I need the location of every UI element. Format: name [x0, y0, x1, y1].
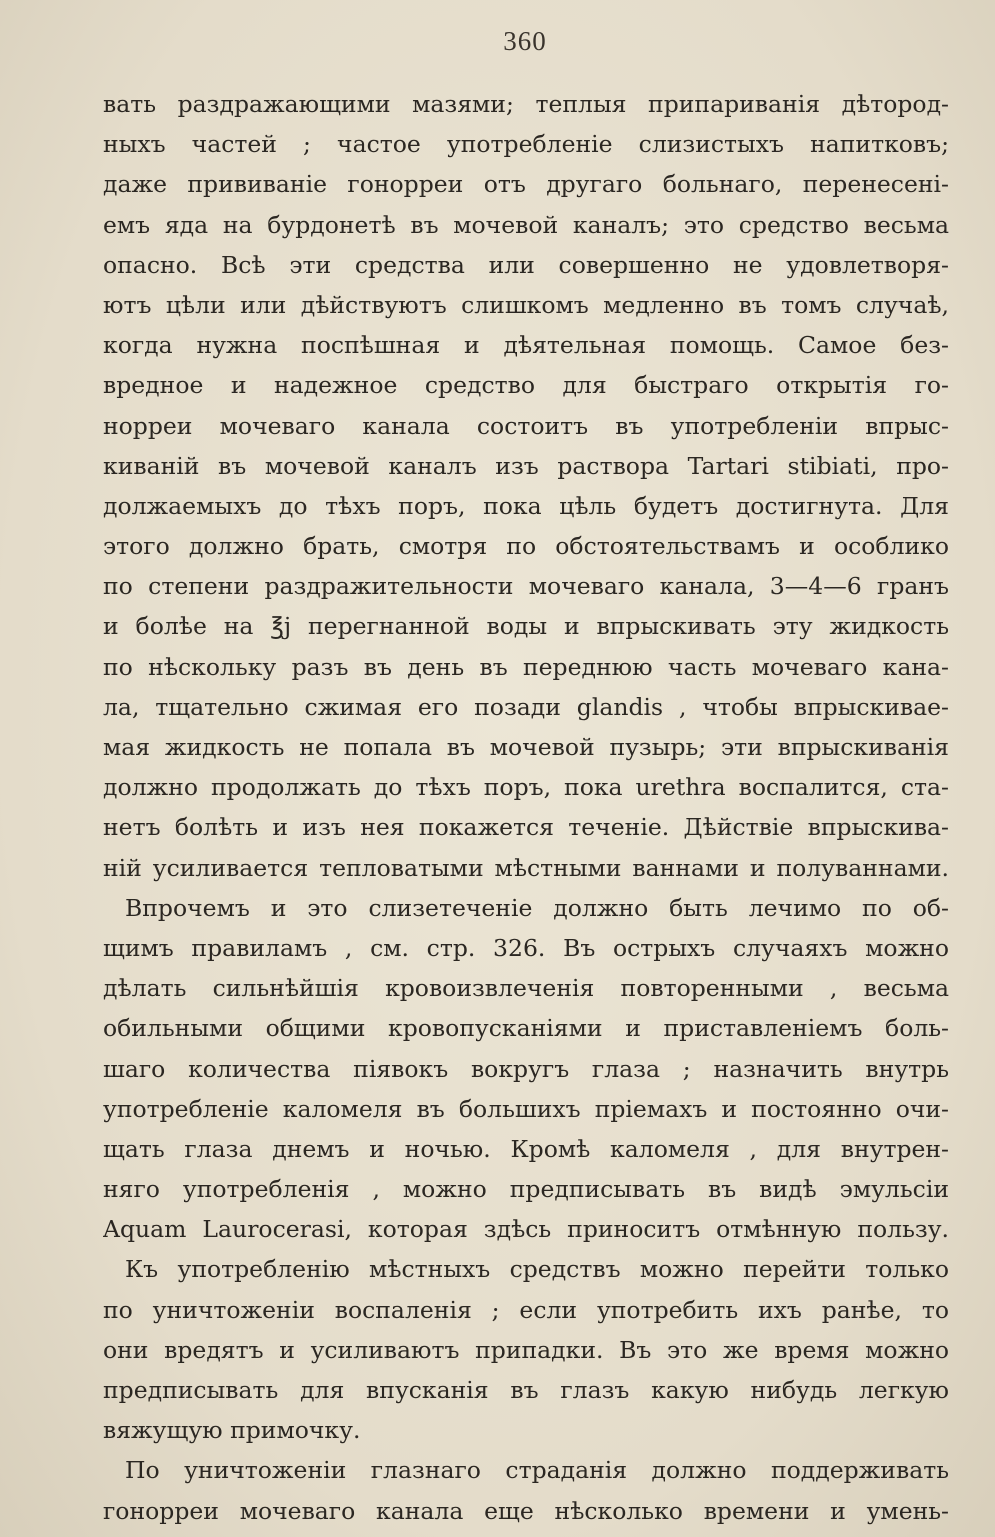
- text-line: по нѣскольку разъ въ день въ переднюю часть мочеваго кана-: [103, 652, 949, 681]
- text-line: опасно. Всѣ эти средства или совершенно не удовлетворя-: [103, 250, 949, 279]
- text-line: Aquam Laurocerasi, которая здѣсь приноситъ отмѣнную пользу.: [103, 1215, 949, 1244]
- paragraph-start-line: Впрочемъ и это слизетеченіе должно быть лечимо по об-: [125, 893, 949, 922]
- text-line: когда нужна поспѣшная и дѣятельная помощь. Самое без-: [103, 331, 949, 360]
- text-line: вать раздражающими мазями; теплыя припариванія дѣтород-: [103, 90, 949, 118]
- text-line: киванiй въ мочевой каналъ изъ раствора Tartari stibiati, про-: [103, 451, 949, 480]
- text-line: даже прививаніе гонорреи отъ другаго больнаго, перенесені-: [103, 170, 949, 199]
- text-line: употребленіе каломеля въ большихъ пріемахъ и постоянно очи-: [103, 1094, 949, 1123]
- text-line: по степени раздражительности мочеваго канала, 3—4—6 гранъ: [103, 572, 949, 601]
- text-line: они вредятъ и усиливаютъ припадки. Въ это же время можно: [103, 1335, 949, 1364]
- text-line: норреи мочеваго канала состоитъ въ употребленіи впрыс-: [103, 411, 949, 440]
- text-line: по уничтоженіи воспаленія ; если употребить ихъ ранѣе, то: [103, 1295, 949, 1324]
- text-line: мая жидкость не попала въ мочевой пузырь; эти впрыскиванія: [103, 733, 949, 761]
- paragraph-start-line: Къ употребленію мѣстныхъ средствъ можно перейти только: [125, 1255, 949, 1284]
- text-line: и болѣе на ℥j перегнанной воды и впрыскивать эту жидкость: [103, 612, 949, 641]
- text-line: ній усиливается тепловатыми мѣстными ваннами и полуваннами.: [103, 853, 949, 882]
- text-line: щать глаза днемъ и ночью. Кромѣ каломеля , для внутрен-: [103, 1134, 949, 1163]
- text-line: ютъ цѣли или дѣйствуютъ слишкомъ медленно въ томъ случаѣ,: [103, 290, 949, 319]
- text-line: вредное и надежное средство для быстраго открытія го-: [103, 371, 949, 400]
- text-line: должаемыхъ до тѣхъ поръ, пока цѣль будетъ достигнута. Для: [103, 491, 949, 520]
- body-text: [103, 84, 949, 1531]
- text-line: ныхъ частей ; частое употребленіе слизистыхъ напитковъ;: [103, 130, 949, 159]
- text-line: обильными общими кровопусканіями и приставленіемъ боль-: [103, 1014, 949, 1043]
- text-line: емъ яда на бурдонетѣ въ мочевой каналъ; это средство весьма: [103, 210, 949, 239]
- paragraph-end-line: вяжущую примочку.: [103, 1416, 361, 1445]
- text-line: няго употребленія , можно предписывать въ видѣ эмульсіи: [103, 1175, 949, 1204]
- paragraph-start-line: По уничтоженіи глазнаго страданія должно поддерживать: [125, 1456, 949, 1485]
- text-line: предписывать для впусканія въ глазъ какую нибудь легкую: [103, 1376, 949, 1404]
- text-line: шаго количества піявокъ вокругъ глаза ; назначить внутрь: [103, 1054, 949, 1083]
- text-line: ла, тщательно сжимая его позади glandis , чтобы впрыскивае-: [103, 692, 949, 721]
- text-line: щимъ правиламъ , см. стр. 326. Въ острыхъ случаяхъ можно: [103, 933, 949, 962]
- text-line: нетъ болѣть и изъ нея покажется теченіе. Дѣйствіе впрыскива-: [103, 813, 949, 842]
- text-line: должно продолжать до тѣхъ поръ, пока urethra воспалится, ста-: [103, 773, 949, 802]
- text-line: этого должно брать, смотря по обстоятельствамъ и особлико: [103, 532, 949, 561]
- text-line: гонорреи мочеваго канала еще нѣсколько времени и умень-: [103, 1496, 949, 1525]
- page-number: 360: [503, 26, 547, 56]
- text-line: дѣлать сильнѣйшія кровоизвлеченія повторенными , весьма: [103, 974, 949, 1003]
